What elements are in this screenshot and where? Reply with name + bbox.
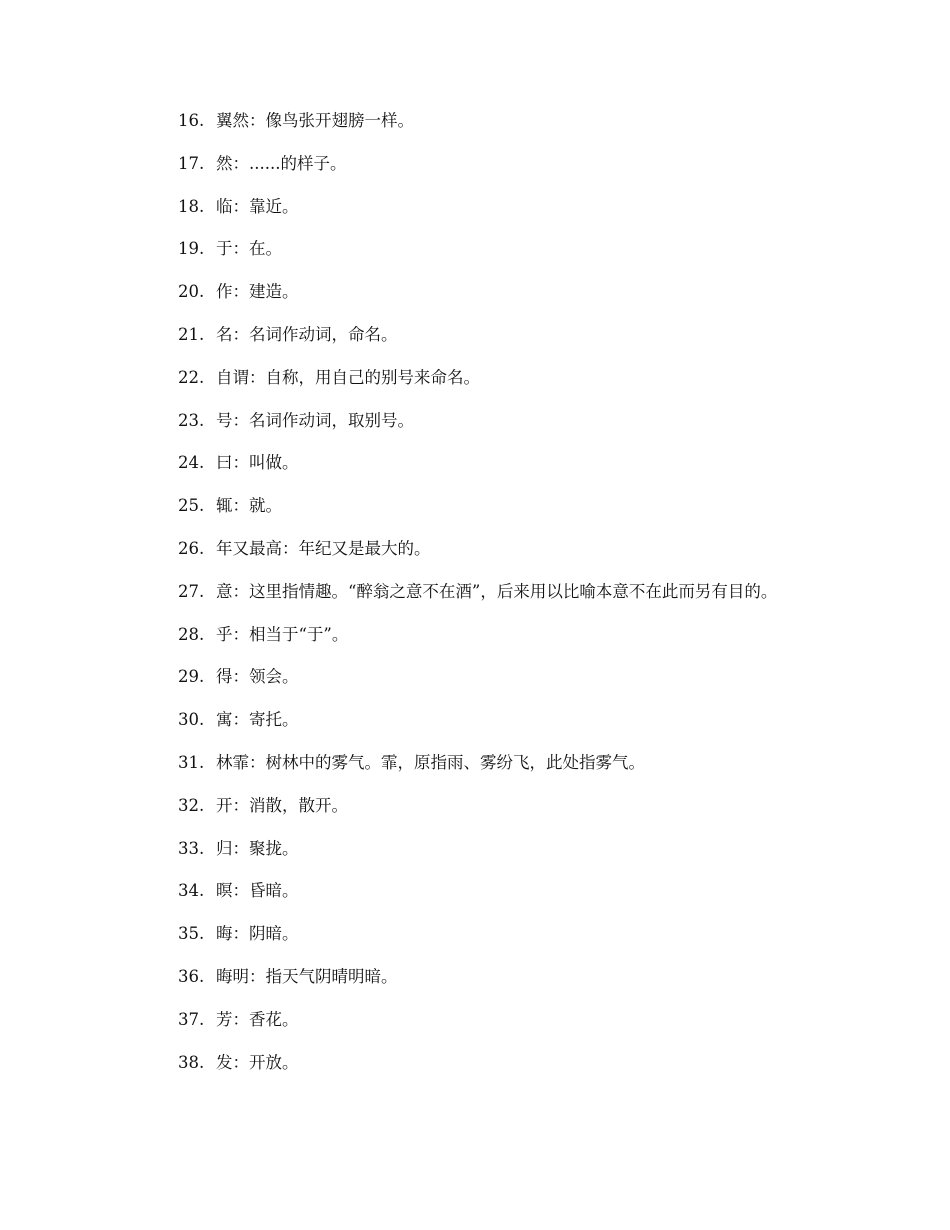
annotation-text: 芳：香花。 bbox=[216, 1009, 299, 1029]
annotation-text: 然：......的样子。 bbox=[216, 153, 347, 173]
annotation-17 bbox=[142, 151, 822, 177]
annotation-number: 38. bbox=[178, 1052, 205, 1072]
annotation-text: 号：名词作动词，取别号。 bbox=[216, 410, 414, 430]
annotation-text: 暝：昏暗。 bbox=[216, 881, 299, 901]
annotation-19 bbox=[142, 236, 822, 262]
annotation-number: 21. bbox=[178, 324, 205, 344]
annotation-38 bbox=[142, 1050, 822, 1076]
annotation-number: 36. bbox=[178, 966, 205, 986]
annotation-number: 31. bbox=[178, 752, 205, 772]
annotation-list bbox=[142, 108, 822, 1092]
annotation-number: 32. bbox=[178, 795, 205, 815]
annotation-number: 22. bbox=[178, 367, 205, 387]
annotation-number: 18. bbox=[178, 196, 205, 216]
annotation-text: 曰：叫做。 bbox=[216, 453, 299, 473]
annotation-text: 于：在。 bbox=[216, 239, 282, 259]
annotation-33 bbox=[142, 836, 822, 862]
annotation-text: 意：这里指情趣。“醉翁之意不在酒”，后来用以比喻本意不在此而另有目的。 bbox=[216, 581, 778, 601]
annotation-27 bbox=[142, 579, 822, 605]
annotation-number: 17. bbox=[178, 153, 205, 173]
annotation-number: 33. bbox=[178, 838, 205, 858]
annotation-number: 23. bbox=[178, 410, 205, 430]
annotation-24 bbox=[142, 450, 822, 476]
annotation-number: 24. bbox=[178, 453, 205, 473]
annotation-text: 翼然：像鸟张开翅膀一样。 bbox=[216, 111, 414, 130]
annotation-32 bbox=[142, 793, 822, 819]
annotation-37 bbox=[142, 1007, 822, 1033]
annotation-number: 28. bbox=[178, 624, 205, 644]
annotation-31 bbox=[142, 750, 822, 776]
annotation-text: 年又最高：年纪又是最大的。 bbox=[216, 538, 431, 558]
annotation-text: 临：靠近。 bbox=[216, 196, 299, 216]
annotation-text: 归：聚拢。 bbox=[216, 838, 299, 858]
annotation-29 bbox=[142, 664, 822, 690]
annotation-text: 发：开放。 bbox=[216, 1052, 299, 1072]
annotation-text: 自谓：自称，用自己的别号来命名。 bbox=[216, 367, 480, 387]
annotation-number: 19. bbox=[178, 239, 205, 259]
annotation-22 bbox=[142, 365, 822, 391]
annotation-number: 16. bbox=[178, 111, 205, 130]
annotation-34 bbox=[142, 878, 822, 904]
annotation-text: 晦明：指天气阴晴明暗。 bbox=[216, 966, 398, 986]
annotation-text: 林霏：树林中的雾气。霏，原指雨、雾纷飞，此处指雾气。 bbox=[216, 752, 645, 772]
annotation-text: 乎：相当于“于”。 bbox=[216, 624, 349, 644]
annotation-number: 29. bbox=[178, 667, 205, 687]
annotation-number: 37. bbox=[178, 1009, 205, 1029]
annotation-36 bbox=[142, 964, 822, 990]
annotation-number: 30. bbox=[178, 710, 205, 730]
annotation-number: 20. bbox=[178, 282, 205, 302]
annotation-18 bbox=[142, 194, 822, 220]
annotation-text: 辄：就。 bbox=[216, 496, 282, 516]
annotation-text: 名：名词作动词，命名。 bbox=[216, 324, 398, 344]
annotation-35 bbox=[142, 921, 822, 947]
annotation-30 bbox=[142, 707, 822, 733]
annotation-text: 作：建造。 bbox=[216, 282, 299, 302]
annotation-text: 寓：寄托。 bbox=[216, 710, 299, 730]
annotation-text: 开：消散，散开。 bbox=[216, 795, 348, 815]
annotation-23 bbox=[142, 408, 822, 434]
annotation-20 bbox=[142, 279, 822, 305]
annotation-number: 25. bbox=[178, 496, 205, 516]
annotation-number: 27. bbox=[178, 581, 205, 601]
annotation-16 bbox=[142, 108, 822, 134]
annotation-28 bbox=[142, 622, 822, 648]
annotation-25 bbox=[142, 493, 822, 519]
annotation-21 bbox=[142, 322, 822, 348]
annotation-number: 35. bbox=[178, 924, 205, 944]
annotation-number: 26. bbox=[178, 538, 205, 558]
annotation-text: 得：领会。 bbox=[216, 667, 299, 687]
annotation-number: 34. bbox=[178, 881, 205, 901]
annotation-26 bbox=[142, 536, 822, 562]
annotation-text: 晦：阴暗。 bbox=[216, 924, 299, 944]
